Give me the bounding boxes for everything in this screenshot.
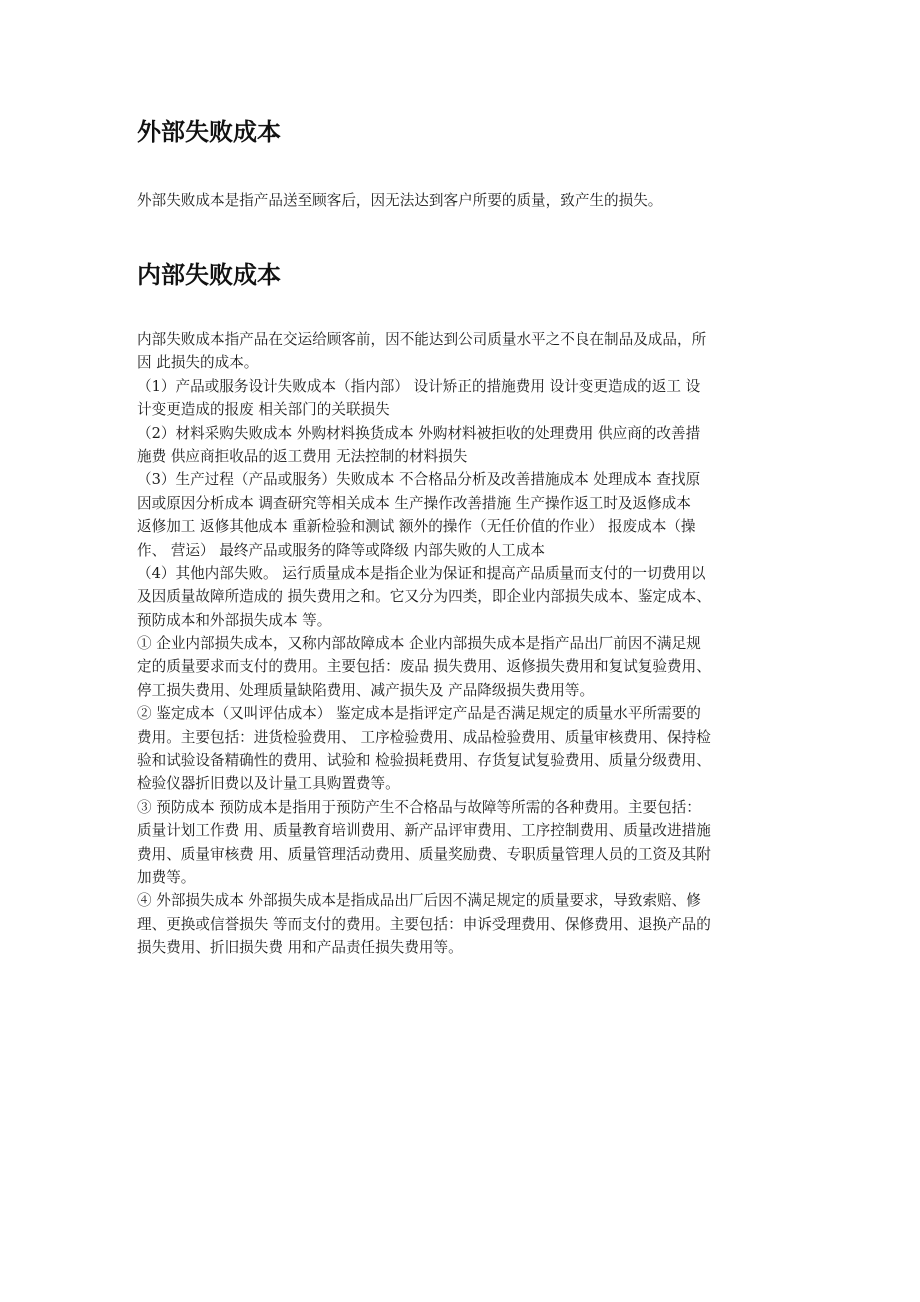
text-line: 定的质量要求而支付的费用。主要包括：废品 损失费用、返修损失费用和复试复验费用、 [137, 658, 711, 676]
text-line: 因 此损失的成本。 [137, 354, 259, 372]
heading-internal-failure-cost: 内部失败成本 [137, 261, 281, 289]
text-line: 费用。主要包括：进货检验费用、 工序检验费用、成品检验费用、质量审核费用、保持检 [137, 728, 711, 746]
text-line: 费用、质量审核费 用、质量管理活动费用、质量奖励费、专职质量管理人员的工资及其附 [137, 845, 711, 863]
text-line: 质量计划工作费 用、质量教育培训费用、新产品评审费用、工序控制费用、质量改进措施 [137, 822, 711, 840]
text-line: 检验仪器折旧费以及计量工具购置费等。 [137, 775, 400, 793]
text-line: （3）生产过程（产品或服务）失败成本 不合格品分析及改善措施成本 处理成本 查找原 [137, 471, 701, 489]
text-line: （4）其他内部失败。 运行质量成本是指企业为保证和提高产品质量而支付的一切费用以 [137, 564, 706, 582]
text-line: 施费 供应商拒收品的返工费用 无法控制的材料损失 [137, 447, 468, 465]
text-line: 返修加工 返修其他成本 重新检验和测试 额外的操作（无任价值的作业） 报废成本（操 [137, 518, 696, 536]
text-line: （2）材料采购失败成本 外购材料换货成本 外购材料被拒收的处理费用 供应商的改善措 [137, 424, 701, 442]
text-line: ② 鉴定成本（又叫评估成本） 鉴定成本是指评定产品是否满足规定的质量水平所需要的 [137, 705, 701, 723]
text-line: （1）产品或服务设计失败成本（指内部） 设计矫正的措施费用 设计变更造成的返工 设 [137, 377, 701, 395]
text-line: 因或原因分析成本 调查研究等相关成本 生产操作改善措施 生产操作返工时及返修成本 [137, 494, 691, 512]
text-line: 损失费用、折旧损失费 用和产品责任损失费用等。 [137, 939, 463, 957]
text-line: 计变更造成的报废 相关部门的关联损失 [137, 401, 390, 419]
text-line: 内部失败成本指产品在交运给顾客前，因不能达到公司质量水平之不良在制品及成品，所 [137, 331, 707, 348]
text-line: ④ 外部损失成本 外部损失成本是指成品出厂后因不满足规定的质量要求，导致索赔、修 [137, 892, 701, 910]
text-line: ① 企业内部损失成本，又称内部故障成本 企业内部损失成本是指产品出厂前因不满足规 [137, 635, 701, 653]
text-line: 预防成本和外部损失成本 等。 [137, 611, 332, 629]
text-line: 加费等。 [137, 868, 196, 886]
internal-failure-body [137, 328, 791, 960]
text-line: 停工损失费用、处理质量缺陷费用、减产损失及 产品降级损失费用等。 [137, 681, 595, 699]
text-line: 作、 营运） 最终产品或服务的降等或降级 内部失败的人工成本 [137, 541, 545, 559]
paragraph-external-failure-definition: 外部失败成本是指产品送至顾客后，因无法达到客户所要的质量，致产生的损失。 [137, 192, 663, 209]
text-line: 验和试验设备精确性的费用、试验和 检验损耗费用、存货复试复验费用、质量分级费用、 [137, 752, 711, 770]
heading-external-failure-cost: 外部失败成本 [137, 118, 281, 146]
text-line: 理、更换或信誉损失 等而支付的费用。主要包括：申诉受理费用、保修费用、退换产品的 [137, 915, 711, 933]
text-line: ③ 预防成本 预防成本是指用于预防产生不合格品与故障等所需的各种费用。主要包括： [137, 798, 701, 816]
text-line: 及因质量故障所造成的 损失费用之和。它又分为四类，即企业内部损失成本、鉴定成本、 [137, 588, 711, 606]
